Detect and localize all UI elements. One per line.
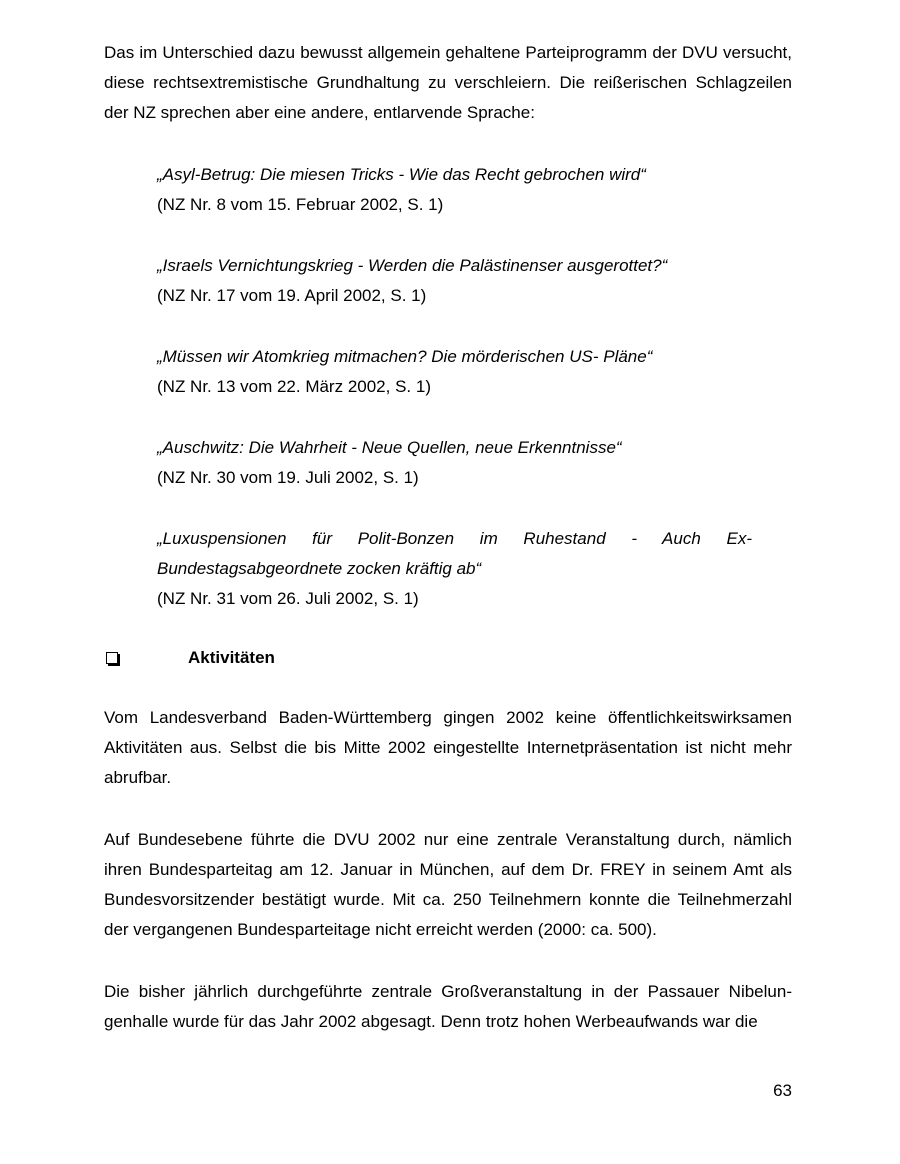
quote-title: „Asyl-Betrug: Die miesen Tricks - Wie das Recht gebrochen wird“ <box>157 165 646 184</box>
quote-title: „Auschwitz: Die Wahrheit - Neue Quellen, neue Erkenntnisse“ <box>157 438 622 457</box>
quote-source: (NZ Nr. 17 vom 19. April 2002, S. 1) <box>157 286 427 305</box>
quote-block <box>157 251 752 311</box>
quote-source: (NZ Nr. 8 vom 15. Februar 2002, S. 1) <box>157 195 444 214</box>
quote-block <box>157 160 752 220</box>
quote-title-line-1: „Luxuspensionen für Polit-Bonzen im Ruhestand - Auch Ex- <box>157 529 752 548</box>
body-paragraph: Vom Landesverband Baden-Württemberg gingen 2002 keine öffentlichkeitswirksamen Aktivitäten aus. Selbst die bis Mitte 2002 eingestellte Internetpräsentation ist nicht mehr abrufbar. <box>104 708 792 787</box>
quote-block <box>157 433 752 493</box>
body-paragraph: Auf Bundesebene führte die DVU 2002 nur eine zentrale Veranstaltung durch, nämlich ihren Bundesparteitag am 12. Januar in München, auf dem Dr. FREY in seinem Amt als Bundesvorsitzender bestätigt wurde. Mit ca. 250 Teilnehmern konnte die Teilnehmerzahl der vergangenen Bundesparteitage nicht erreicht werden (2000: ca. 500). <box>104 830 792 939</box>
section-heading <box>104 643 792 673</box>
document-page <box>104 38 792 1037</box>
page-number: 63 <box>773 1081 792 1100</box>
quote-block <box>157 342 752 402</box>
quote-title: „Müssen wir Atomkrieg mitmachen? Die mörderischen US- Pläne“ <box>157 347 653 366</box>
body-paragraph: Die bisher jährlich durchgeführte zentrale Großveranstaltung in der Passauer Nibelungenhalle wurde für das Jahr 2002 abgesagt. Denn trotz hohen Werbeaufwands war die <box>104 982 792 1031</box>
quote-source: (NZ Nr. 30 vom 19. Juli 2002, S. 1) <box>157 468 419 487</box>
intro-paragraph: Das im Unterschied dazu bewusst allgemein gehaltene Parteiprogramm der DVU versucht, diese rechtsextremistische Grundhaltung zu verschleiern. Die reißerischen Schlagzeilen der NZ sprechen aber eine andere, entlarvende Sprache: <box>104 43 792 122</box>
quote-title: „Israels Vernichtungskrieg - Werden die Palästinenser ausgerottet?“ <box>157 256 668 275</box>
checkbox-icon <box>106 652 118 664</box>
section-heading-text: Aktivitäten <box>188 648 275 667</box>
quote-source: (NZ Nr. 13 vom 22. März 2002, S. 1) <box>157 377 431 396</box>
quote-source: (NZ Nr. 31 vom 26. Juli 2002, S. 1) <box>157 589 419 608</box>
quote-title-line-2: Bundestagsabgeordnete zocken kräftig ab“ <box>157 559 482 578</box>
quote-block <box>157 524 752 614</box>
